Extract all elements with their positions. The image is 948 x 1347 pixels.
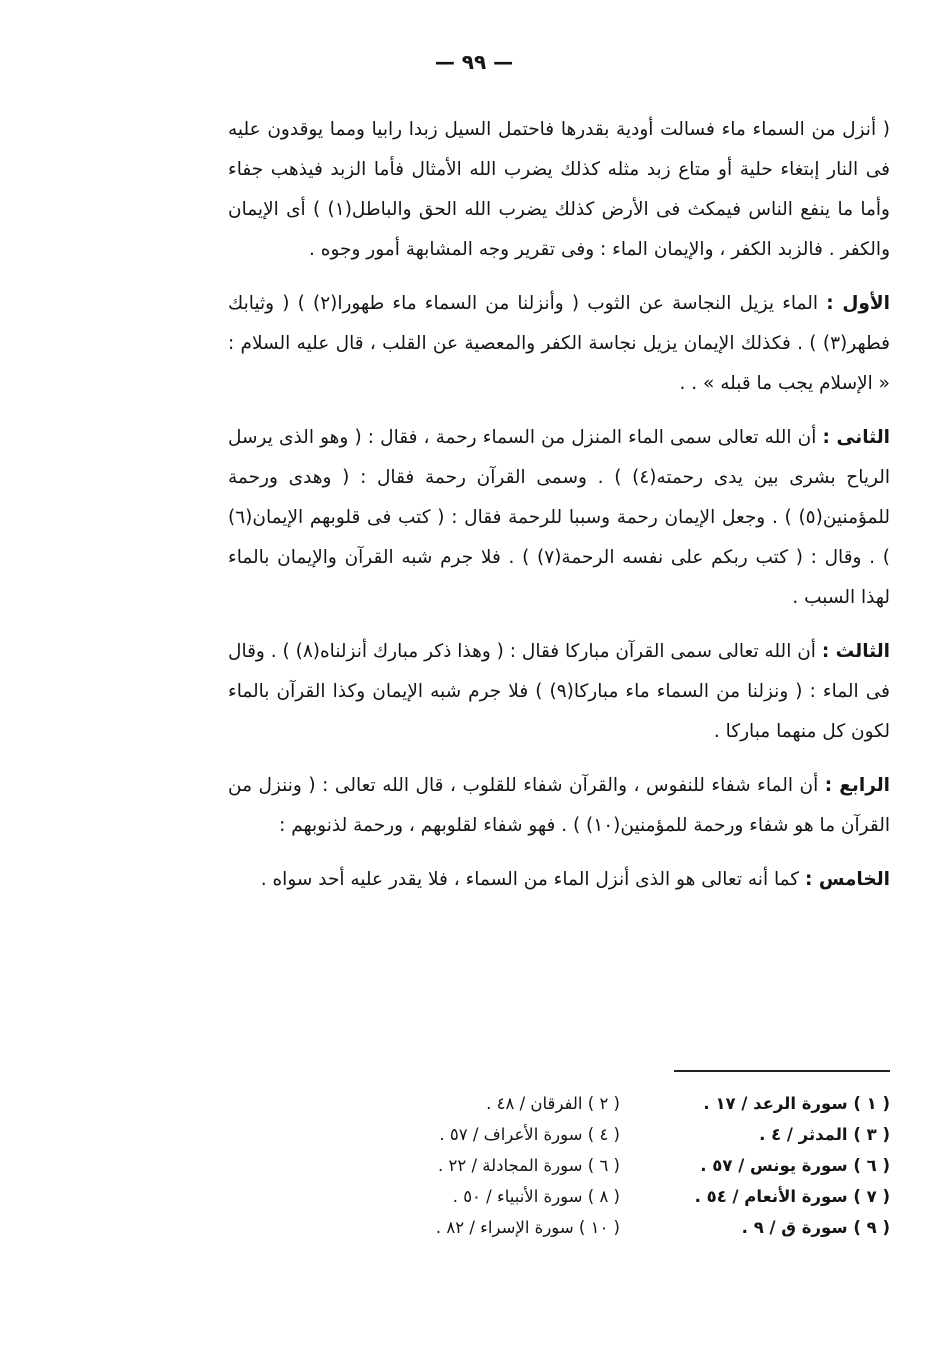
page-number: — ٩٩ —: [434, 50, 514, 74]
paragraph-heading: الأول :: [826, 293, 890, 314]
paragraph-heading: الخامس :: [804, 869, 890, 890]
footnote-right: ( ٧ ) سورة الأنعام / ٥٤ .: [694, 1187, 890, 1206]
footnote-left: ( ٦ ) سورة المجادلة / ٢٢ .: [437, 1156, 620, 1175]
footnote-left: ( ٤ ) سورة الأعراف / ٥٧ .: [439, 1125, 620, 1144]
paragraph-fifth-point: [228, 860, 890, 900]
paragraph-text: أن الله تعالى سمى الماء المنزل من السماء رحمة ، فقال : ( وهو الذى يرسل الرياح بشرى بين يدى رحمته(٤) ) . وسمى القرآن رحمة فقال : ( وهدى ورحمة للمؤمنين(٥) ) . وجعل الإيمان رحمة وسببا للرحمة فقال : ( كتب فى قلوبهم الإيمان(٦) ) . وقال : ( كتب ربكم على نفسه الرحمة(٧) ) . فلا جرم شبه القرآن والإيمان بالماء لهذا السبب .: [228, 427, 890, 608]
paragraph-text: أن الماء شفاء للنفوس ، والقرآن شفاء للقلوب ، قال الله تعالى : ( وننزل من القرآن ما هو شفاء ورحمة للمؤمنين(١٠) ) . فهو شفاء لقلوبهم ، ورحمة لذنوبهم :: [228, 775, 890, 836]
paragraph-intro: [228, 110, 890, 270]
footnote-row: [320, 1150, 890, 1181]
footnote-row: [320, 1119, 890, 1150]
paragraph-text: ( أنزل من السماء ماء فسالت أودية بقدرها فاحتمل السيل زبدا رابيا ومما يوقدون عليه فى النار إبتغاء حلية أو متاع زبد مثله كذلك يضرب الله الأمثال فأما الزبد فيذهب جفاء وأما ما ينفع الناس فيمكث فى الأرض كذلك يضرب الله الحق والباطل(١) ) أى الإيمان والكفر . فالزبد الكفر ، والإيمان الماء : وفى تقرير وجه المشابهة أمور وجوه .: [228, 119, 890, 260]
footnote-row: [320, 1212, 890, 1243]
paragraph-text: أن الله تعالى سمى القرآن مباركا فقال : ( وهذا ذكر مبارك أنزلناه(٨) ) . وقال فى الماء : ( ونزلنا من السماء ماء مباركا(٩) ) فلا جرم شبه الإيمان وكذا القرآن بالماء لكون كل منهما مباركا .: [228, 641, 890, 742]
footnote-left: ( ١٠ ) سورة الإسراء / ٨٢ .: [435, 1218, 620, 1237]
footnote-right: ( ٦ ) سورة يونس / ٥٧ .: [700, 1156, 890, 1175]
footnote-row: [320, 1181, 890, 1212]
footnote-right: ( ١ ) سورة الرعد / ١٧ .: [703, 1094, 890, 1113]
footnote-divider: [674, 1070, 890, 1072]
footnote-row: [320, 1088, 890, 1119]
paragraph-text: كما أنه تعالى هو الذى أنزل الماء من السماء ، فلا يقدر عليه أحد سواه .: [260, 869, 805, 890]
footnote-right: ( ٣ ) المدثر / ٤ .: [759, 1125, 890, 1144]
paragraph-heading: الثالث :: [821, 641, 890, 662]
footnote-left: ( ٨ ) سورة الأنبياء / ٥٠ .: [452, 1187, 620, 1206]
body-text: [228, 110, 890, 914]
paragraph-fourth-point: [228, 766, 890, 846]
paragraph-heading: الثانى :: [822, 427, 890, 448]
paragraph-heading: الرابع :: [824, 775, 890, 796]
footnote-right: ( ٩ ) سورة ق / ٩ .: [741, 1218, 890, 1237]
paragraph-first-point: [228, 284, 890, 404]
footnote-left: ( ٢ ) الفرقان / ٤٨ .: [486, 1094, 620, 1113]
paragraph-third-point: [228, 632, 890, 752]
paragraph-second-point: [228, 418, 890, 618]
footnotes: [320, 1088, 890, 1243]
paragraph-text: الماء يزيل النجاسة عن الثوب ( وأنزلنا من السماء ماء طهورا(٢) ) ( وثيابك فطهر(٣) ) . فكذلك الإيمان يزيل نجاسة الكفر والمعصية عن القلب ، قال عليه السلام : « الإسلام يجب ما قبله » . .: [228, 293, 890, 394]
